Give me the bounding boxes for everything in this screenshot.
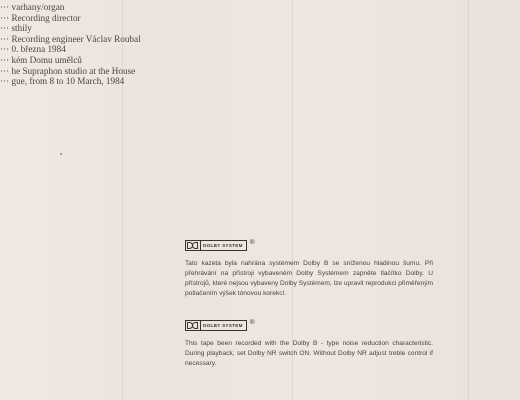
credit-line: ··· 0. března 1984 xyxy=(0,44,66,55)
dolby-notice-czech xyxy=(185,239,435,299)
credit-line: ··· he Supraphon studio at the House xyxy=(0,65,136,76)
dolby-logo xyxy=(185,320,247,331)
paper-speck xyxy=(60,153,62,155)
dolby-logo-row xyxy=(185,319,435,331)
dolby-logo-row xyxy=(185,239,435,251)
dolby-logo xyxy=(185,240,247,251)
double-d-icon xyxy=(187,242,198,249)
fold-line xyxy=(468,0,469,400)
recording-credits xyxy=(0,2,170,87)
credit-line: ··· gue, from 8 to 10 March, 1984 xyxy=(0,76,125,87)
credit-line: ··· Recording engineer Václav Roubal xyxy=(0,33,141,44)
dolby-paragraph-english: This tape been recorded with the Dolby B - type noise reduction characteristic. During playback, set Dolby NR switch ON. Without Dolby NR adjust treble control if necessary. xyxy=(185,340,433,368)
dolby-logo-text: DOLBY SYSTEM xyxy=(200,241,245,250)
registered-mark: ® xyxy=(249,238,255,246)
credit-line: ··· sthily xyxy=(0,23,32,34)
credit-line: ··· kém Domu umělců xyxy=(0,54,82,65)
credit-line: ··· varhany/organ xyxy=(0,2,65,12)
double-d-icon xyxy=(187,322,198,329)
dolby-notice-english xyxy=(185,319,435,369)
dolby-logo-text: DOLBY SYSTEM xyxy=(200,321,245,330)
dolby-paragraph-czech: Tato kazeta byla nahrána systémem Dolby B se sníženou hladinou šumu. Při přehrávání na přístroji vybaveném Dolby Systémem zapněte tlačítko Dolby. U přístrojů, které nejsou vybaveny Dolby Systémem, lze upravit reprodukci přiměřeným potlačením výšek tónovou korekcí. xyxy=(185,260,433,298)
credit-line: ··· Recording director xyxy=(0,12,81,23)
registered-mark: ® xyxy=(249,318,255,326)
